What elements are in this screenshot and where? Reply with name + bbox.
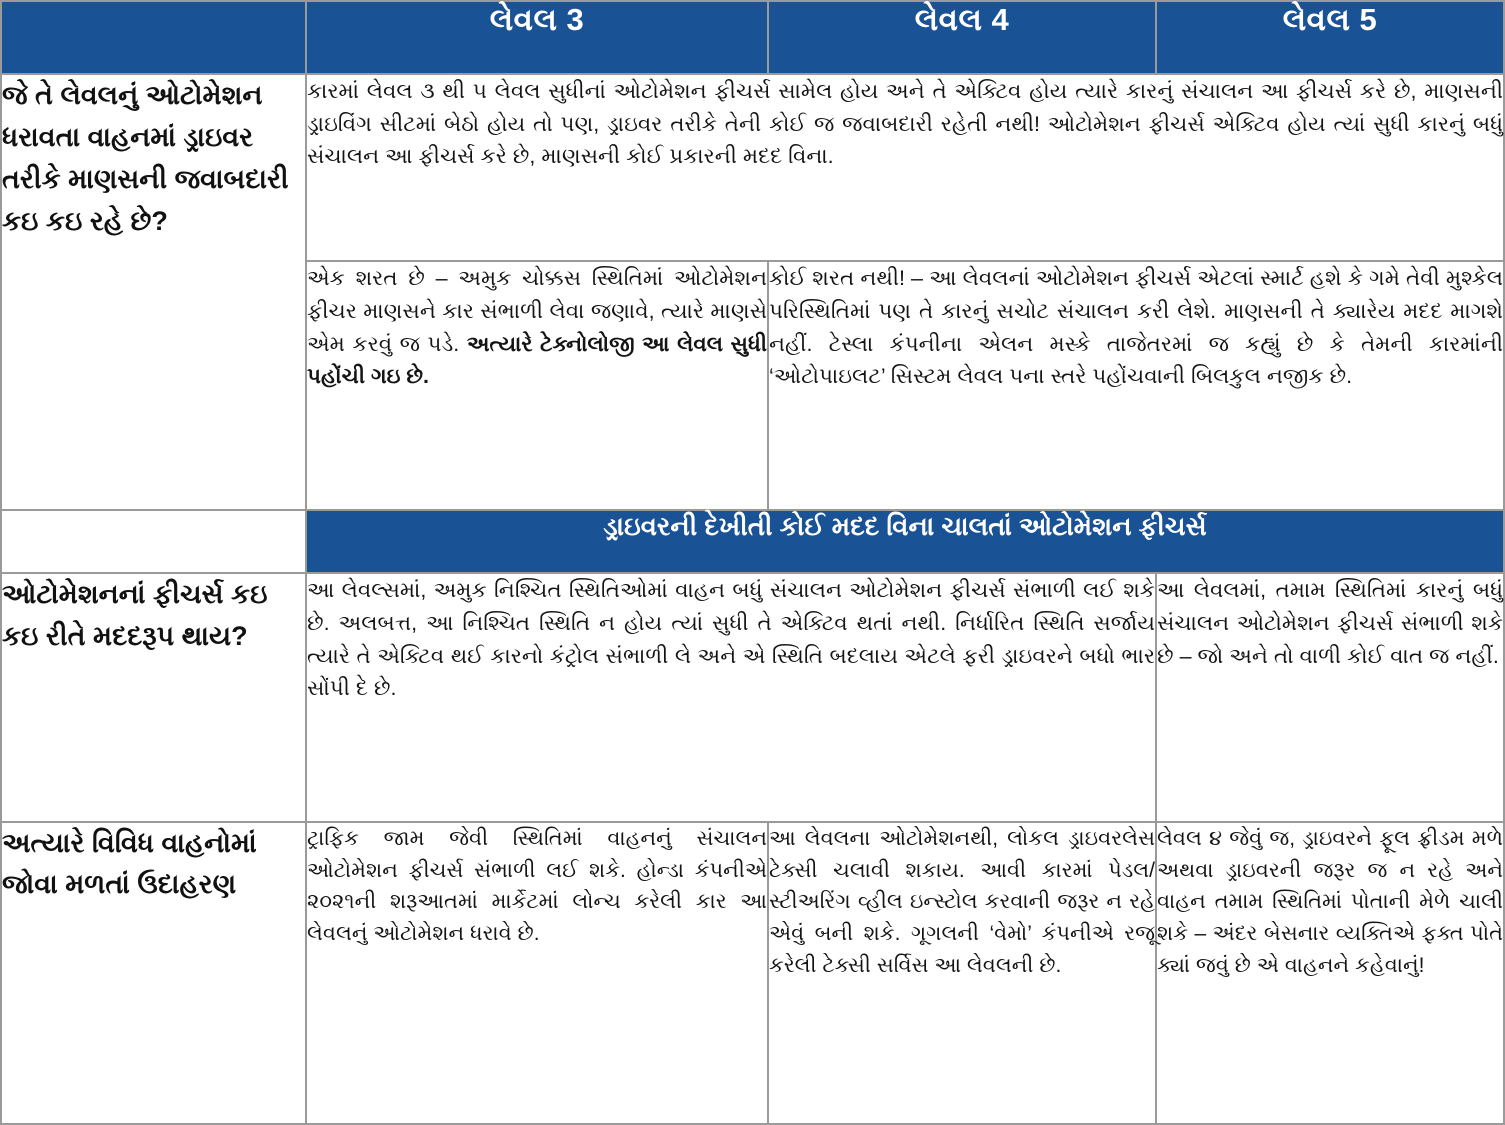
cell-row1-level4-5: કોઈ શરત નથી! – આ લેવલનાં ઓટોમેશન ફીચર્સ એટલાં સ્માર્ટ હશે કે ગમે તેવી મુશ્કેલ પરિસ્થિતિમાં પણ તે કારનું સચોટ સંચાલન કરી લેશે. માણસની તે ક્યારેય મદદ માગશે નહીં. ટેસ્લા કંપનીના એલન મસ્કે તાજેતરમાં જ કહ્યું છે કે તેમની કારમાંની ‘ઓટોપાઇલટ’ સિસ્ટમ લેવલ પના સ્તરે પહોંચવાની બિલકુલ નજીક છે. [768,261,1504,509]
cell-row1-level3-emphasis: અત્યારે ટેક્નોલોજી આ લેવલ સુધી પહોંચી ગઇ છે. [307,331,767,389]
table-row [1,74,1504,261]
row-header-how-features-help: ઓટોમેશનનાં ફીચર્સ કઇ કઇ રીતે મદદરૂપ થાય? [1,573,306,821]
cell-row1-level3-text: એક શરત છે – અમુક ચોક્કસ સ્થિતિમાં ઓટોમેશન ફીચર માણસને કાર સંભાળી લેવા જણાવે, ત્યારે માણસે એમ કરવું જ પડે. [307,266,767,356]
table-row [1,822,1504,1124]
cell-row3-level5: લેવલ ૪ જેવું જ, ડ્રાઇવરને ફૂલ ફ્રીડમ મળે અથવા ડ્રાઇવરની જરૂર જ ન રહે અને વાહન તમામ સ્થિતિમાં પોતાની મેળે ચાલી શકે – અંદર બેસનાર વ્યક્તિએ ફક્ત પોતે ક્યાં જવું છે એ વાહનને કહેવાનું! [1156,822,1504,1124]
cell-row1-level3 [306,261,768,509]
cell-row2-level3-4: આ લેવલ્સમાં, અમુક નિશ્ચિત સ્થિતિઓમાં વાહન બધું સંચાલન ઓટોમેશન ફીચર્સ સંભાળી લઈ શકે છે. અલબત્ત, આ નિશ્ચિત સ્થિતિ ન હોય ત્યાં સુધી તે એક્ટિવ થતાં નથી. નિર્ધારિત સ્થિતિ સર્જાય ત્યારે તે એક્ટિવ થઈ કારનો કંટ્રોલ સંભાળી લે અને એ સ્થિતિ બદલાય એટલે ફરી ડ્રાઇવરને બધો ભાર સોંપી દે છે. [306,573,1156,821]
cell-row2-level5: આ લેવલમાં, તમામ સ્થિતિમાં કારનું બધું સંચાલન ઓટોમેશન ફીચર્સ સંભાળી શકે છે – જો અને તો વાળી કોઈ વાત જ નહીં. [1156,573,1504,821]
row-header-current-examples: અત્યારે વિવિધ વાહનોમાં જોવા મળતાં ઉદાહરણ [1,822,306,1124]
table-banner-row [1,510,1504,574]
cell-row3-level4: આ લેવલના ઓટોમેશનથી, લોકલ ડ્રાઇવરલેસ ટેક્સી ચલાવી શકાય. આવી કારમાં પેડલ/સ્ટીઅરિંગ વ્હીલ ઇન્સ્ટોલ કરવાની જરૂર ન રહે એવું બની શકે. ગૂગલની ‘વેમો’ કંપનીએ રજૂ કરેલી ટેક્સી સર્વિસ આ લેવલની છે. [768,822,1156,1124]
column-header-level4: લેવલ 4 [768,1,1156,74]
row-header-driver-responsibility: જે તે લેવલનું ઓટોમેશન ધરાવતા વાહનમાં ડ્રાઇવર તરીકે માણસની જવાબદારી કઇ કઇ રહે છે? [1,74,306,510]
section-banner-no-driver-help: ડ્રાઇવરની દેખીતી કોઈ મદદ વિના ચાલતાં ઓટોમેશન ફીચર્સ [306,510,1504,574]
cell-row3-level3: ટ્રાફિક જામ જેવી સ્થિતિમાં વાહનનું સંચાલન ઓટોમેશન ફીચર્સ સંભાળી લઈ શકે. હોન્ડા કંપનીએ ૨૦૨૧ની શરૂઆતમાં માર્કેટમાં લોન્ચ કરેલી કાર આ લેવલનું ઓટોમેશન ધરાવે છે. [306,822,768,1124]
cell-row1-merged: કારમાં લેવલ ૩ થી ૫ લેવલ સુધીનાં ઓટોમેશન ફીચર્સ સામેલ હોય અને તે એક્ટિવ હોય ત્યારે કારનું સંચાલન આ ફીચર્સ કરે છે, માણસની ડ્રાઇવિંગ સીટમાં બેઠો હોય તો પણ, ડ્રાઇવર તરીકે તેની કોઈ જ જવાબદારી રહેતી નથી! ઓટોમેશન ફીચર્સ એક્ટિવ હોય ત્યાં સુધી કારનું બધું સંચાલન આ ફીચર્સ કરે છે, માણસની કોઈ પ્રકારની મદદ વિના. [306,74,1504,261]
banner-left-blank [1,510,306,574]
table-header-row [1,1,1504,74]
column-header-level3: લેવલ 3 [306,1,768,74]
column-header-level5: લેવલ 5 [1156,1,1504,74]
header-corner-blank [1,1,306,74]
table-row [1,573,1504,821]
